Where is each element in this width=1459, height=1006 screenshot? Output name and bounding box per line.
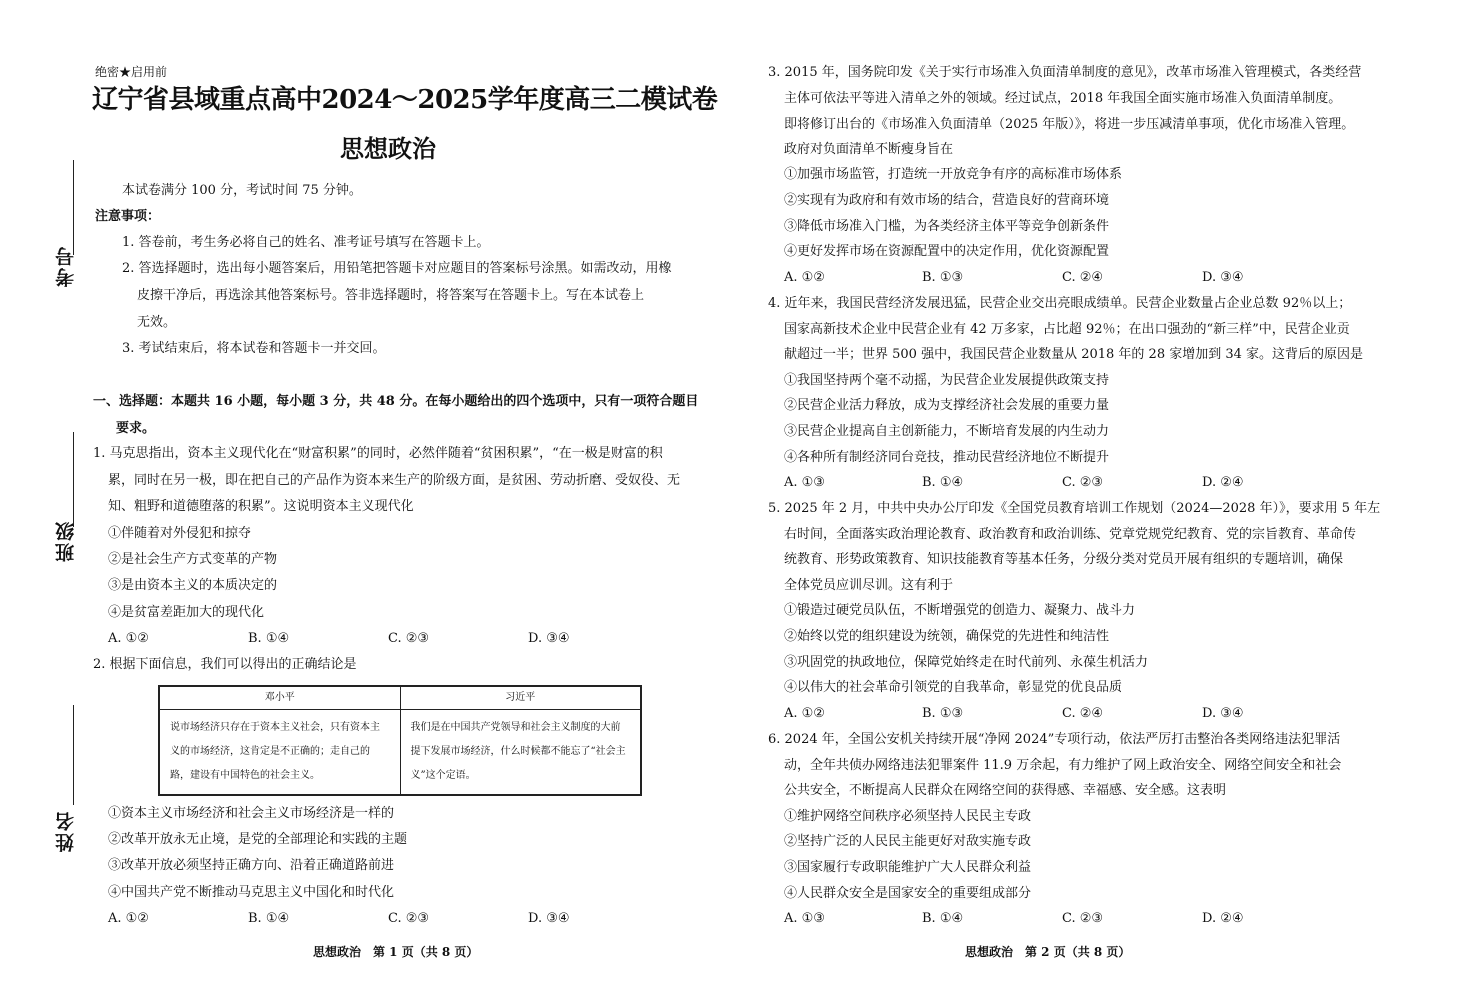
q5-statement-2: ②始终以党的组织建设为统领，确保党的先进性和纯洁性 [784,629,1110,644]
q2-quote-table [158,685,642,796]
q6-stem-1: 6. 2024 年，全国公安机关持续开展“净网 2024”专项行动，依法严厉打击整治各类网络违法犯罪活 [768,732,1341,747]
notice-1: 1. 答卷前，考生务必将自己的姓名、准考证号填写在答题卡上。 [122,235,490,250]
q5-statement-3: ③巩固党的执政地位，保障党始终走在时代前列、永葆生机活力 [784,655,1149,670]
q4-statement-1: ①我国坚持两个毫不动摇，为民营企业发展提供政策支持 [784,373,1110,388]
q5-stem-1: 5. 2025 年 2 月，中共中央办公厅印发《全国党员教育培训工作规划（2024—2028 年）》，要求用 5 年左 [768,501,1381,516]
q1-statement-2: ②是社会生产方式变革的产物 [108,552,278,567]
q6-option-a: A. ①③ [784,911,825,926]
q1-stem-2: 累，同时在另一极，即在把自己的产品作为资本来生产的阶级方面，是贫困、劳动折磨、受奴役、无 [108,473,681,488]
class-label: 班级 [55,520,77,562]
q6-option-d: D. ②④ [1202,911,1244,926]
name-label: 姓名 [55,810,77,852]
q4-statement-2: ②民营企业活力释放，成为支撑经济社会发展的重要力量 [784,398,1110,413]
notice-3: 3. 考试结束后，将本试卷和答题卡一并交回。 [122,341,386,356]
q5-option-d: D. ③④ [1202,706,1244,721]
q3-option-d: D. ③④ [1202,270,1244,285]
q1-statement-1: ①伴随着对外侵犯和掠夺 [108,526,252,541]
q2-statement-1: ①资本主义市场经济和社会主义市场经济是一样的 [108,806,395,821]
exam-title: 辽宁省县域重点高中2024～2025学年度高三二模试卷 [92,85,718,115]
q2-statement-3: ③改革开放必须坚持正确方向、沿着正确道路前进 [108,858,395,873]
q6-option-c: C. ②③ [1062,911,1104,926]
q3-statement-4: ④更好发挥市场在资源配置中的决定作用，优化资源配置 [784,244,1110,259]
score-info: 本试卷满分 100 分，考试时间 75 分钟。 [122,183,362,198]
q1-statement-4: ④是贫富差距加大的现代化 [108,605,265,620]
margin-line-name [73,705,74,805]
q3-stem-4: 政府对负面清单不断瘦身旨在 [784,142,954,157]
q1-option-c: C. ②③ [388,631,430,646]
table-header-xi: 习近平 [400,686,641,710]
q3-option-c: C. ②④ [1062,270,1104,285]
q1-statement-3: ③是由资本主义的本质决定的 [108,578,278,593]
notice-2b: 皮擦干净后，再选涂其他答案标号。答非选择题时，将答案写在答题卡上。写在本试卷上 [137,288,645,303]
q6-statement-4: ④人民群众安全是国家安全的重要组成部分 [784,886,1032,901]
margin-line-exam-no [73,160,74,255]
q4-stem-3: 献超过一半；世界 500 强中，我国民营企业数量从 2018 年的 28 家增加到 34 家。这背后的原因是 [784,347,1364,362]
q3-option-b: B. ①③ [922,270,964,285]
footer-page-1: 思想政治 第 1 页（共 8 页） [313,945,479,959]
q4-option-c: C. ②③ [1062,475,1104,490]
q3-stem-2: 主体可依法平等进入清单之外的领域。经过试点，2018 年我国全面实施市场准入负面清单制度。 [784,91,1342,106]
q6-option-b: B. ①④ [922,911,964,926]
q2-statement-4: ④中国共产党不断推动马克思主义中国化和时代化 [108,885,395,900]
table-cell-xi: 我们是在中国共产党领导和社会主义制度的大前提下发展市场经济，什么时候都不能忘了“社会主义”这个定语。 [400,710,641,796]
q4-stem-2: 国家高新技术企业中民营企业有 42 万多家，占比超 92％；在出口强劲的“新三样”中，民营企业贡 [784,322,1350,337]
q6-statement-2: ②坚持广泛的人民民主能更好对敌实施专政 [784,834,1032,849]
q5-stem-4: 全体党员应训尽训。这有利于 [784,578,954,593]
q3-stem-1: 3. 2015 年，国务院印发《关于实行市场准入负面清单制度的意见》，改革市场准入管理模式，各类经营 [768,65,1362,80]
q2-option-c: C. ②③ [388,911,430,926]
q3-stem-3: 即将修订出台的《市场准入负面清单（2025 年版）》，将进一步压减清单事项，优化市场准入管理。 [784,117,1355,132]
notice-2a: 2. 答选择题时，选出每小题答案后，用铅笔把答题卡对应题目的答案标号涂黑。如需改动，用橡 [122,261,672,276]
q2-statement-2: ②改革开放永无止境，是党的全部理论和实践的主题 [108,832,408,847]
q5-stem-2: 右时间，全面落实政治理论教育、政治教育和政治训练、党章党规党纪教育、党的宗旨教育、革命传 [784,527,1357,542]
footer-page-2: 思想政治 第 2 页（共 8 页） [965,945,1131,959]
notice-title: 注意事项： [95,209,161,224]
q5-statement-4: ④以伟大的社会革命引领党的自我革命，彰显党的优良品质 [784,680,1123,695]
q5-option-c: C. ②④ [1062,706,1104,721]
q3-option-a: A. ①② [784,270,825,285]
q5-stem-3: 统教育、形势政策教育、知识技能教育等基本任务，分级分类对党员开展有组织的专题培训，确保 [784,552,1344,567]
margin-line-class [73,432,74,527]
q4-option-b: B. ①④ [922,475,964,490]
q3-statement-1: ①加强市场监管，打造统一开放竞争有序的高标准市场体系 [784,167,1123,182]
q6-statement-1: ①维护网络空间秩序必须坚持人民民主专政 [784,809,1032,824]
q4-stem-1: 4. 近年来，我国民营经济发展迅猛，民营企业交出亮眼成绩单。民营企业数量占企业总数 92％以上； [768,296,1352,311]
section1-heading-a: 一、选择题：本题共 16 小题，每小题 3 分，共 48 分。在每小题给出的四个选项中，只有一项符合题目 [93,394,699,409]
exam-number-label: 考号 [55,245,77,287]
q6-stem-3: 公共安全，不断提高人民群众在网络空间的获得感、幸福感、安全感。这表明 [784,783,1227,798]
q2-option-a: A. ①② [108,911,149,926]
q6-statement-3: ③国家履行专政职能维护广大人民群众利益 [784,860,1032,875]
q1-stem-1: 1. 马克思指出，资本主义现代化在“财富积累”的同时，必然伴随着“贫困积累”，“在一极是财富的积 [93,446,663,461]
q2-option-b: B. ①④ [248,911,290,926]
notice-2c: 无效。 [137,315,177,330]
table-header-deng: 邓小平 [159,686,400,710]
q5-statement-1: ①锻造过硬党员队伍，不断增强党的创造力、凝聚力、战斗力 [784,603,1136,618]
q5-option-b: B. ①③ [922,706,964,721]
table-cell-deng: 说市场经济只存在于资本主义社会，只有资本主义的市场经济，这肯定是不正确的；走自己的路，建设有中国特色的社会主义。 [159,710,400,796]
q1-stem-3: 知、粗野和道德堕落的积累”。这说明资本主义现代化 [108,499,414,514]
section1-heading-b: 要求。 [116,421,156,436]
q4-option-a: A. ①③ [784,475,825,490]
q4-option-d: D. ②④ [1202,475,1244,490]
q3-statement-2: ②实现有为政府和有效市场的结合，营造良好的营商环境 [784,193,1110,208]
q2-stem: 2. 根据下面信息，我们可以得出的正确结论是 [93,657,357,672]
q5-option-a: A. ①② [784,706,825,721]
q1-option-a: A. ①② [108,631,149,646]
q4-statement-4: ④各种所有制经济同台竞技，推动民营经济地位不断提升 [784,450,1110,465]
secret-label: 绝密★启用前 [95,65,168,79]
subject-title: 思想政治 [340,134,436,163]
q4-statement-3: ③民营企业提高自主创新能力，不断培育发展的内生动力 [784,424,1110,439]
q1-option-b: B. ①④ [248,631,290,646]
q1-option-d: D. ③④ [528,631,570,646]
q2-option-d: D. ③④ [528,911,570,926]
q3-statement-3: ③降低市场准入门槛，为各类经济主体平等竞争创新条件 [784,219,1110,234]
q6-stem-2: 动，全年共侦办网络违法犯罪案件 11.9 万余起，有力维护了网上政治安全、网络空间安全和社会 [784,758,1342,773]
